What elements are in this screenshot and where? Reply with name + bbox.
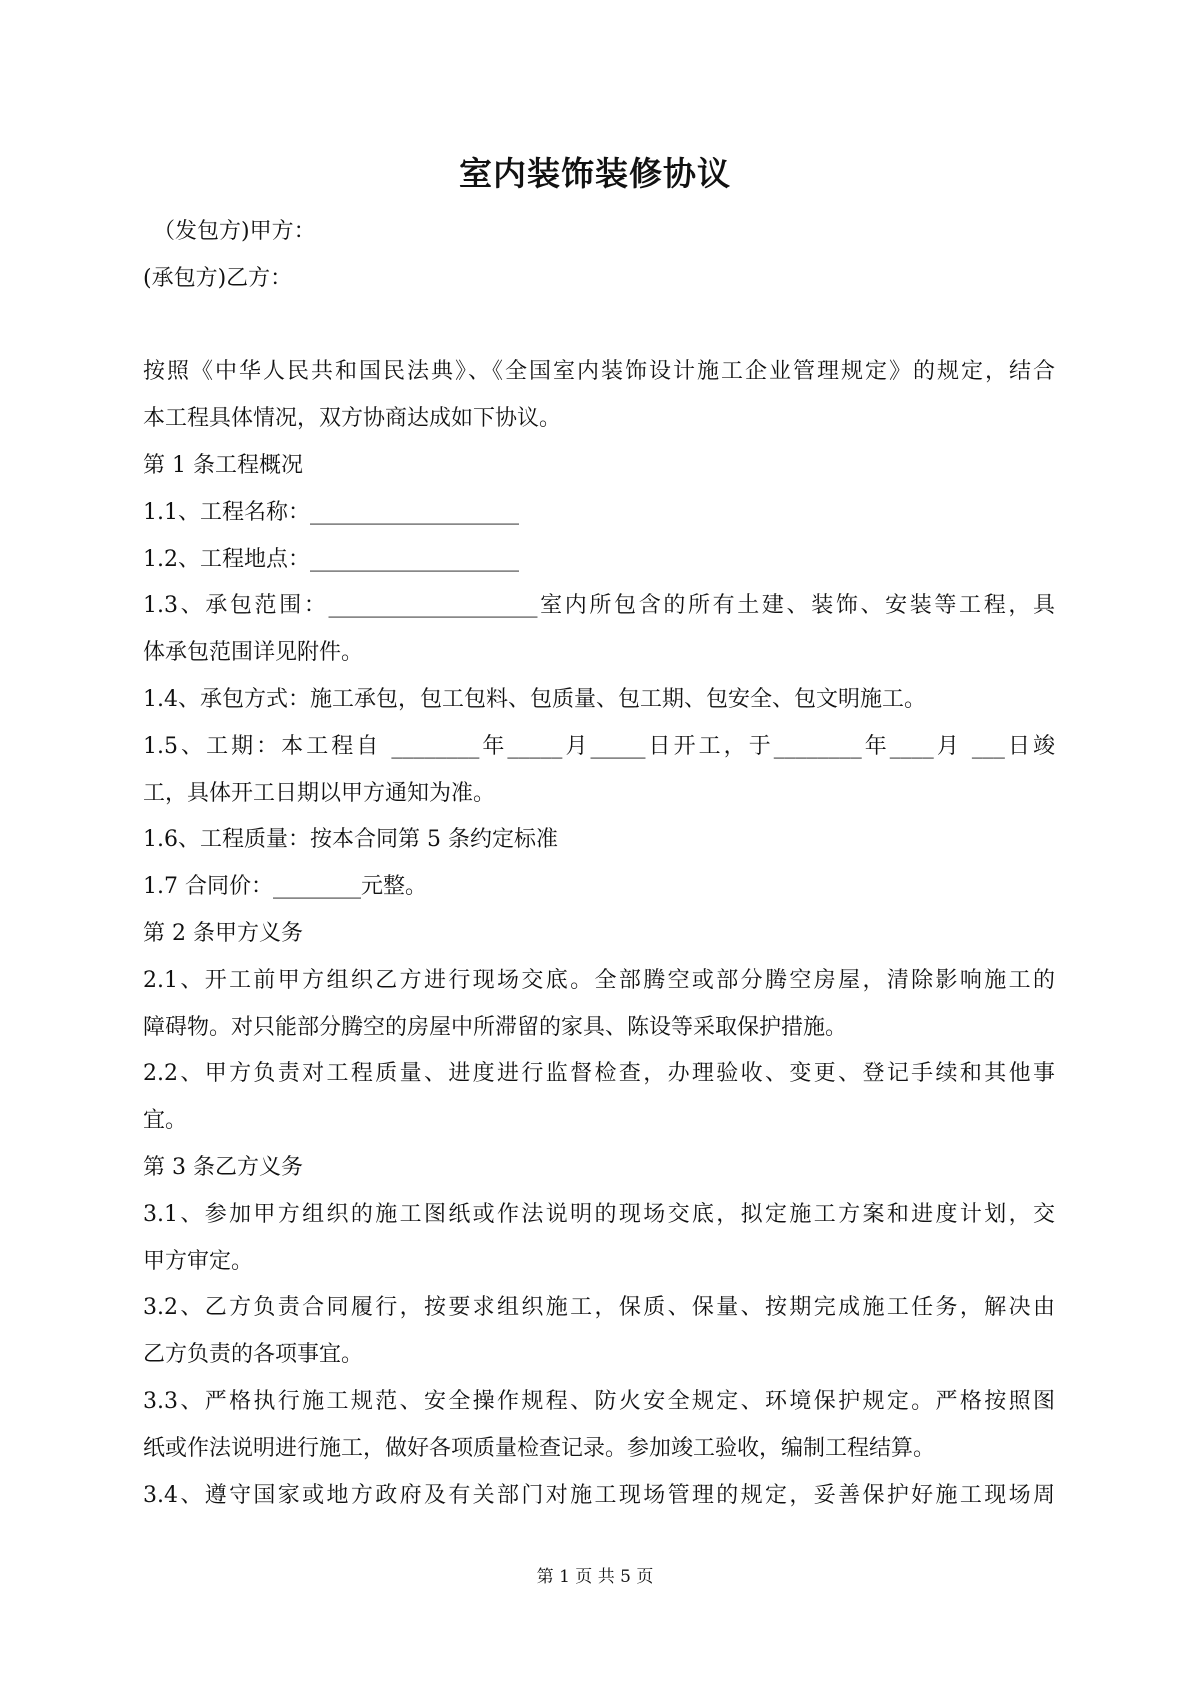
section-heading: 第 1 条工程概况 xyxy=(143,452,303,478)
paragraph-line: 纸或作法说明进行施工，做好各项质量检查记录。参加竣工验收，编制工程结算。 xyxy=(143,1435,936,1461)
section-heading: 第 2 条甲方义务 xyxy=(143,920,303,946)
blank-spacer xyxy=(143,303,1055,350)
document-title: 室内装饰装修协议 xyxy=(459,154,731,193)
paragraph-line: 2.1、开工前甲方组织乙方进行现场交底。全部腾空或部分腾空房屋，清除影响施工的 xyxy=(143,967,1055,993)
paragraph-line: 障碍物。对只能部分腾空的房屋中所滞留的家具、陈设等采取保护措施。 xyxy=(143,1014,848,1040)
paragraph-line: 体承包范围详见附件。 xyxy=(143,640,364,666)
paragraph-line: 1.3、承包范围：___________________室内所包含的所有土建、装饰、安装等工程，具 xyxy=(143,593,1055,619)
paragraph-line: 1.4、承包方式：施工承包，包工包料、包质量、包工期、包安全、包文明施工。 xyxy=(143,686,926,712)
paragraph-line: 1.6、工程质量：按本合同第 5 条约定标准 xyxy=(143,827,558,853)
paragraph-line: 3.4、遵守国家或地方政府及有关部门对施工现场管理的规定，妥善保护好施工现场周 xyxy=(143,1482,1055,1508)
paragraph-line: 工，具体开工日期以甲方通知为准。 xyxy=(143,780,496,806)
paragraph-line: 乙方负责的各项事宜。 xyxy=(143,1342,364,1368)
paragraph-line: 1.1、工程名称：___________________ xyxy=(143,499,519,525)
paragraph-line: 1.7 合同价：________元整。 xyxy=(143,874,427,900)
paragraph-line: 按照《中华人民共和国民法典》、《全国室内装饰设计施工企业管理规定》的规定，结合 xyxy=(143,359,1055,385)
paragraph-line: 3.1、参加甲方组织的施工图纸或作法说明的现场交底，拟定施工方案和进度计划，交 xyxy=(143,1201,1055,1227)
paragraph-line: 2.2、甲方负责对工程质量、进度进行监督检查，办理验收、变更、登记手续和其他事 xyxy=(143,1061,1055,1087)
paragraph-line: 3.3、严格执行施工规范、安全操作规程、防火安全规定、环境保护规定。严格按照图 xyxy=(143,1388,1055,1414)
paragraph-line: 宜。 xyxy=(143,1108,188,1134)
party-b-line: (承包方)乙方： xyxy=(143,265,293,291)
document-body xyxy=(143,209,1055,1519)
party-a-line: （发包方)甲方： xyxy=(153,219,316,244)
paragraph-line: 1.2、工程地点：___________________ xyxy=(143,546,519,572)
paragraph-line: 1.5、工期：本工程自 ________年_____月_____日开工，于________年____月 ___日竣 xyxy=(143,733,1055,759)
paragraph-line: 本工程具体情况，双方协商达成如下协议。 xyxy=(143,406,562,432)
section-heading: 第 3 条乙方义务 xyxy=(143,1154,303,1180)
paragraph-line: 3.2、乙方负责合同履行，按要求组织施工，保质、保量、按期完成施工任务，解决由 xyxy=(143,1295,1055,1321)
page-footer: 第 1 页 共 5 页 xyxy=(536,1567,654,1587)
paragraph-line: 甲方审定。 xyxy=(143,1248,254,1274)
